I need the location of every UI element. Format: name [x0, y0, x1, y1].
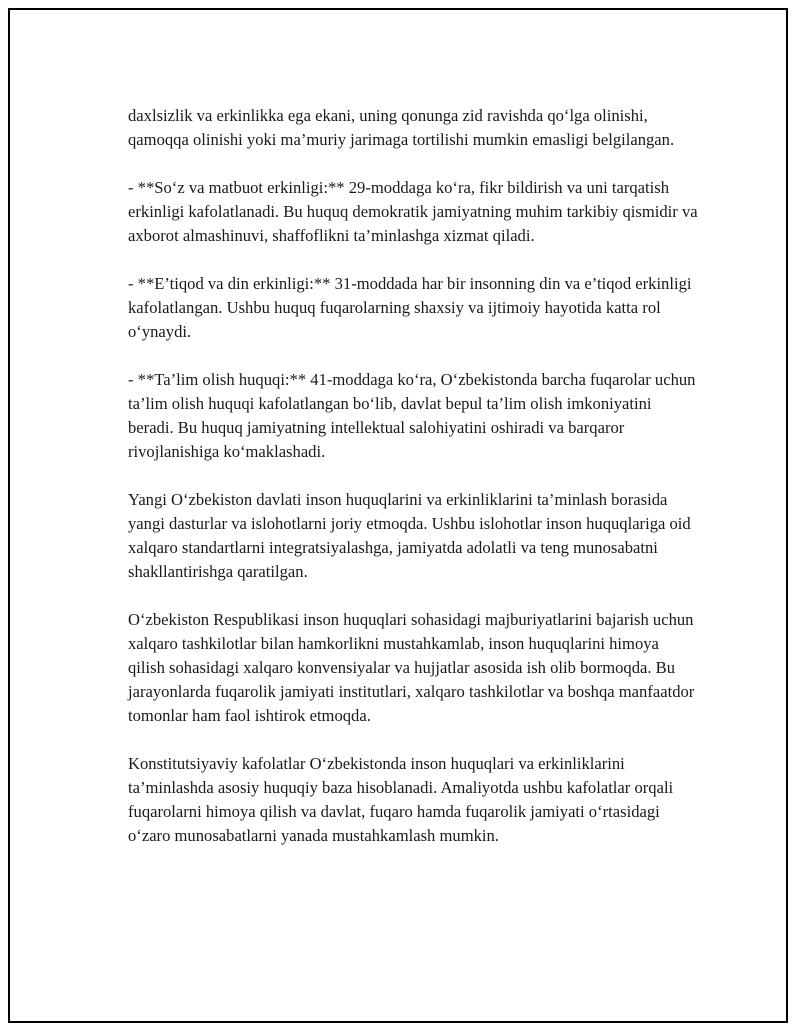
- paragraph-new-uzbekistan-reforms: Yangi O‘zbekiston davlati inson huquqlarini va erkinliklarini ta’minlash borasida yangi dasturlar va islohotlarni joriy etmoqda. Ushbu islohotlar inson huquqlariga oid xalqaro standartlarni integratsiyalashga, jamiyatda adolatli va teng munosabatni shakllantirishga qaratilgan.: [128, 490, 691, 581]
- paragraph-liberty-continuation: daxlsizlik va erkinlikka ega ekani, uning qonunga zid ravishda qo‘lga olinishi, qamoqqa olinishi yoki ma’muriy jarimaga tortilishi mumkin emasligi belgilangan.: [128, 106, 675, 149]
- page-frame: [8, 8, 788, 1023]
- paragraph-freedom-of-speech: - **So‘z va matbuot erkinligi:** 29-moddaga ko‘ra, fikr bildirish va uni tarqatish erkinligi kafolatlanadi. Bu huquq demokratik jamiyatning muhim tarkibiy qismidir va axborot almashinuvi, shaffoflikni ta’minlashga xizmat qiladi.: [128, 178, 698, 245]
- document-body: [128, 104, 698, 872]
- paragraph-right-to-education: - **Ta’lim olish huquqi:** 41-moddaga ko‘ra, O‘zbekistonda barcha fuqarolar uchun ta’lim olish huquqi kafolatlangan bo‘lib, davlat bepul ta’lim olish imkoniyatini beradi. Bu huquq jamiyatning intellektual salohiyatini oshiradi va barqaror rivojlanishiga ko‘maklashadi.: [128, 370, 696, 461]
- paragraph-freedom-of-religion: - **E’tiqod va din erkinligi:** 31-moddada har bir insonning din va e’tiqod erkinligi kafolatlangan. Ushbu huquq fuqarolarning shaxsiy va ijtimoiy hayotida katta rol o‘ynaydi.: [128, 274, 692, 341]
- paragraph-constitutional-guarantees: Konstitutsiyaviy kafolatlar O‘zbekistonda inson huquqlari va erkinliklarini ta’minlashda asosiy huquqiy baza hisoblanadi. Amaliyotda ushbu kafolatlar orqali fuqarolarni himoya qilish va davlat, fuqaro hamda fuqarolik jamiyati o‘rtasidagi o‘zaro munosabatlarni yanada mustahkamlash mumkin.: [128, 754, 674, 845]
- paragraph-international-cooperation: O‘zbekiston Respublikasi inson huquqlari sohasidagi majburiyatlarini bajarish uchun xalqaro tashkilotlar bilan hamkorlikni mustahkamlab, inson huquqlarini himoya qilish sohasidagi xalqaro konvensiyalar va hujjatlar asosida ish olib bormoqda. Bu jarayonlarda fuqarolik jamiyati institutlari, xalqaro tashkilotlar va boshqa manfaatdor tomonlar ham faol ishtirok etmoqda.: [128, 610, 695, 725]
